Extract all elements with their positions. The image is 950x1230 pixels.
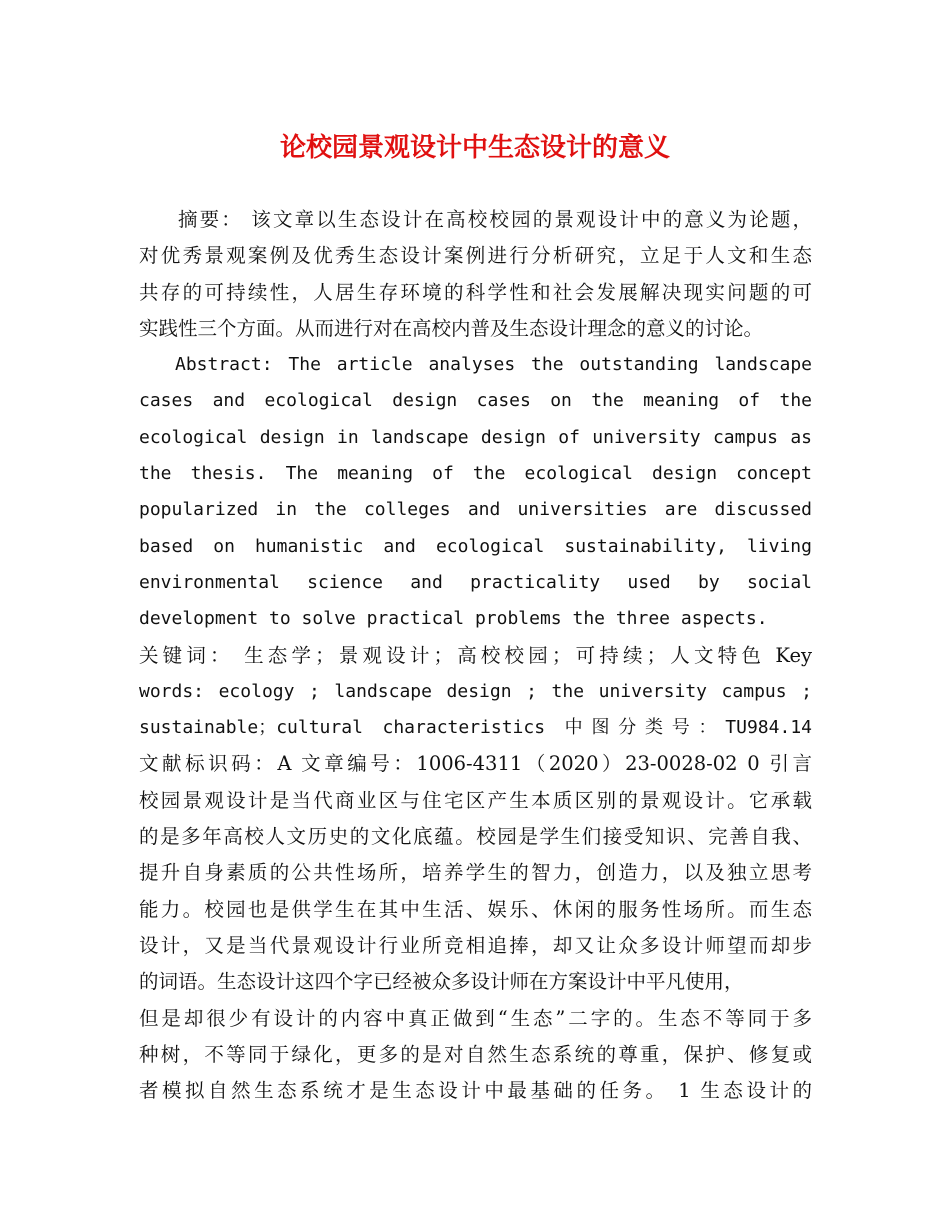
abstract-en-line: based on humanistic and ecological sustainability, living xyxy=(139,535,812,557)
document-code-line: 文献标识码：A 文章编号：1006-4311（2020）23-0028-02 0 引言 xyxy=(139,752,812,776)
abstract-en-line: ecological design in landscape design of university campus as xyxy=(139,426,812,448)
document-title: 论校园景观设计中生态设计的意义 xyxy=(279,133,670,163)
abstract-cn-line: 对优秀景观案例及优秀生态设计案例进行分析研究，立足于人文和生态 xyxy=(139,244,812,268)
classification-line: sustainable；cultural characteristics 中图分类号：TU984.14 xyxy=(139,717,812,739)
keywords-line: 关键词： 生态学；景观设计；高校校园；可持续；人文特色 Key xyxy=(139,643,812,667)
abstract-en-line: cases and ecological design cases on the meaning of the xyxy=(139,390,812,412)
paragraph-line: 但是却很少有设计的内容中真正做到“生态”二字的。生态不等同于多 xyxy=(139,1006,812,1030)
paragraph-line: 者模拟自然生态系统才是生态设计中最基础的任务。 1 生态设计的 xyxy=(139,1079,812,1103)
paragraph-line: 设计，又是当代景观设计行业所竞相追捧，却又让众多设计师望而却步 xyxy=(139,933,812,957)
paragraph-line: 提升自身素质的公共性场所，培养学生的智力，创造力，以及独立思考 xyxy=(139,861,812,885)
abstract-cn-line: 摘要： 该文章以生态设计在高校校园的景观设计中的意义为论题， xyxy=(178,208,812,231)
abstract-en-line: development to solve practical problems the three aspects. xyxy=(139,608,768,630)
paragraph-line: 能力。校园也是供学生在其中生活、娱乐、休闲的服务性场所。而生态 xyxy=(139,897,812,921)
keywords-en-line: words: ecology ; landscape design ; the university campus ; xyxy=(139,680,812,702)
abstract-cn-line: 实践性三个方面。从而进行对在高校内普及生态设计理念的意义的讨论。 xyxy=(139,316,764,340)
paragraph-line: 的词语。生态设计这四个字已经被众多设计师在方案设计中平凡使用， xyxy=(139,970,744,994)
abstract-en-line: the thesis. The meaning of the ecological design concept xyxy=(139,463,812,485)
paragraph-line: 校园景观设计是当代商业区与住宅区产生本质区别的景观设计。它承载 xyxy=(139,788,812,812)
abstract-en-line: Abstract: The article analyses the outstanding landscape xyxy=(175,354,812,376)
paragraph-line: 的是多年高校人文历史的文化底蕴。校园是学生们接受知识、完善自我、 xyxy=(139,825,812,849)
abstract-en-line: popularized in the colleges and universities are discussed xyxy=(139,499,812,521)
paragraph-line: 种树，不等同于绿化，更多的是对自然生态系统的尊重，保护、修复或 xyxy=(139,1042,812,1066)
abstract-en-line: environmental science and practicality used by social xyxy=(139,571,812,593)
abstract-cn-line: 共存的可持续性，人居生存环境的科学性和社会发展解决现实问题的可 xyxy=(139,280,812,304)
document-body xyxy=(139,202,812,1109)
